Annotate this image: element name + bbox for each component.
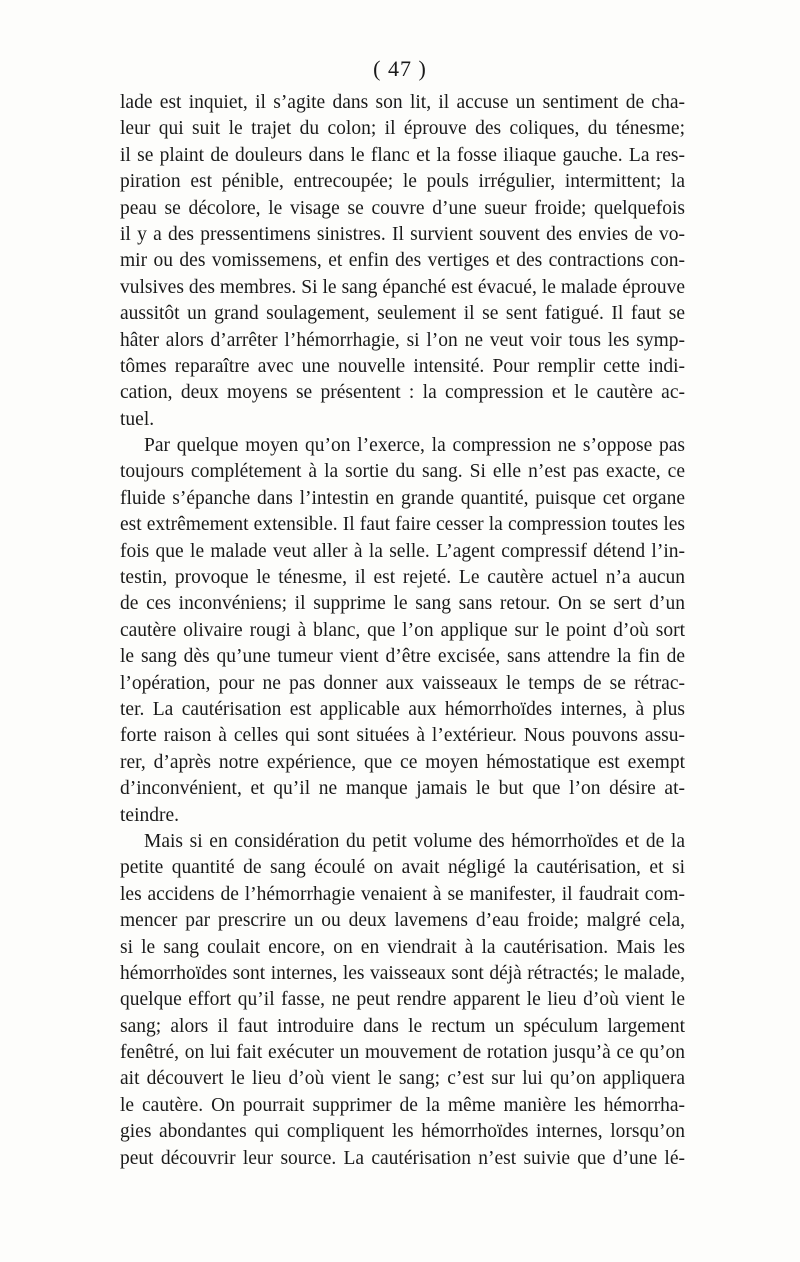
text-line: les accidens de l’hémorrhagie venaient à se manifester, il faudrait com- [120,883,685,905]
text-line: fois que le malade veut aller à la selle. L’agent compressif détend l’in- [120,540,685,562]
text-line: de ces inconvéniens; il supprime le sang sans retour. On se sert d’un [120,593,685,615]
text-line: Mais si en considération du petit volume des hémorrhoïdes et de la [144,830,685,852]
text-line: toujours complétement à la sortie du sang. Si elle n’est pas exacte, ce [120,461,685,483]
text-line: ter. La cautérisation est applicable aux hémorrhoïdes internes, à plus [120,698,685,720]
text-line: leur qui suit le trajet du colon; il éprouve des coliques, du ténesme; [120,118,685,140]
text-line: mir ou des vomissemens, et enfin des vertiges et des contractions con- [120,250,685,272]
text-line: tômes reparaître avec une nouvelle intensité. Pour remplir cette indi- [120,355,685,377]
text-line: le sang dès qu’une tumeur vient d’être excisée, sans attendre la fin de [120,646,685,668]
text-line: il y a des pressentimens sinistres. Il survient souvent des envies de vo- [120,223,685,245]
text-line: quelque effort qu’il fasse, ne peut rendre apparent le lieu d’où vient le [120,989,685,1011]
text-line: vulsives des membres. Si le sang épanché est évacué, le malade éprouve [120,276,685,298]
text-line: cautère olivaire rougi à blanc, que l’on applique sur le point d’où sort [120,619,685,641]
body-text [120,90,685,1172]
text-line: d’inconvénient, et qu’il ne manque jamais le but que l’on désire at- [120,778,685,800]
text-line: fenêtré, on lui fait exécuter un mouvement de rotation jusqu’à ce qu’on [120,1042,685,1064]
text-line: testin, provoque le ténesme, il est rejeté. Le cautère actuel n’a aucun [120,567,685,589]
text-line: cation, deux moyens se présentent : la compression et le cautère ac- [120,382,685,404]
text-line: hâter alors d’arrêter l’hémorrhagie, si l’on ne veut voir tous les symp- [120,329,685,351]
page-number: ( 47 ) [373,56,427,81]
text-line: lade est inquiet, il s’agite dans son lit, il accuse un sentiment de cha- [120,92,685,113]
text-line: peut découvrir leur source. La cautérisation n’est suivie que d’une lé- [120,1147,685,1169]
text-line: aussitôt un grand soulagement, seulement il se sent fatigué. Il faut se [120,303,685,325]
paragraph-1 [120,90,685,433]
text-line: ait découvert le lieu d’où vient le sang; c’est sur lui qu’on appliquera [120,1068,685,1090]
text-line: piration est pénible, entrecoupée; le pouls irrégulier, intermittent; la [120,171,685,193]
text-line: est extrêmement extensible. Il faut faire cesser la compression toutes les [120,514,685,536]
text-line: forte raison à celles qui sont situées à l’extérieur. Nous pouvons assu- [120,725,685,747]
paragraph-3 [120,829,685,1172]
text-line: Par quelque moyen qu’on l’exerce, la compression ne s’oppose pas [144,435,685,457]
text-line: sang; alors il faut introduire dans le rectum un spéculum largement [120,1015,685,1037]
text-line: mencer par prescrire un ou deux lavemens d’eau froide; malgré cela, [120,910,685,932]
text-line: gies abondantes qui compliquent les hémorrhoïdes internes, lorsqu’on [120,1121,685,1143]
text-line: tuel. [120,408,155,430]
text-line: fluide s’épanche dans l’intestin en grande quantité, puisque cet organe [120,487,685,509]
text-line: petite quantité de sang écoulé on avait négligé la cautérisation, et si [120,857,685,879]
text-line: si le sang coulait encore, on en viendrait à la cautérisation. Mais les [120,936,685,958]
text-line: l’opération, pour ne pas donner aux vaisseaux le temps de se rétrac- [120,672,685,694]
text-line: hémorrhoïdes sont internes, les vaisseaux sont déjà rétractés; le malade, [120,962,685,984]
text-line: teindre. [120,804,180,826]
text-line: le cautère. On pourrait supprimer de la même manière les hémorrha- [120,1094,685,1116]
text-line: il se plaint de douleurs dans le flanc et la fosse iliaque gauche. La res- [120,144,685,166]
paragraph-2 [120,433,685,829]
text-line: rer, d’après notre expérience, que ce moyen hémostatique est exempt [120,751,685,773]
text-line: peau se décolore, le visage se couvre d’une sueur froide; quelquefois [120,197,685,219]
